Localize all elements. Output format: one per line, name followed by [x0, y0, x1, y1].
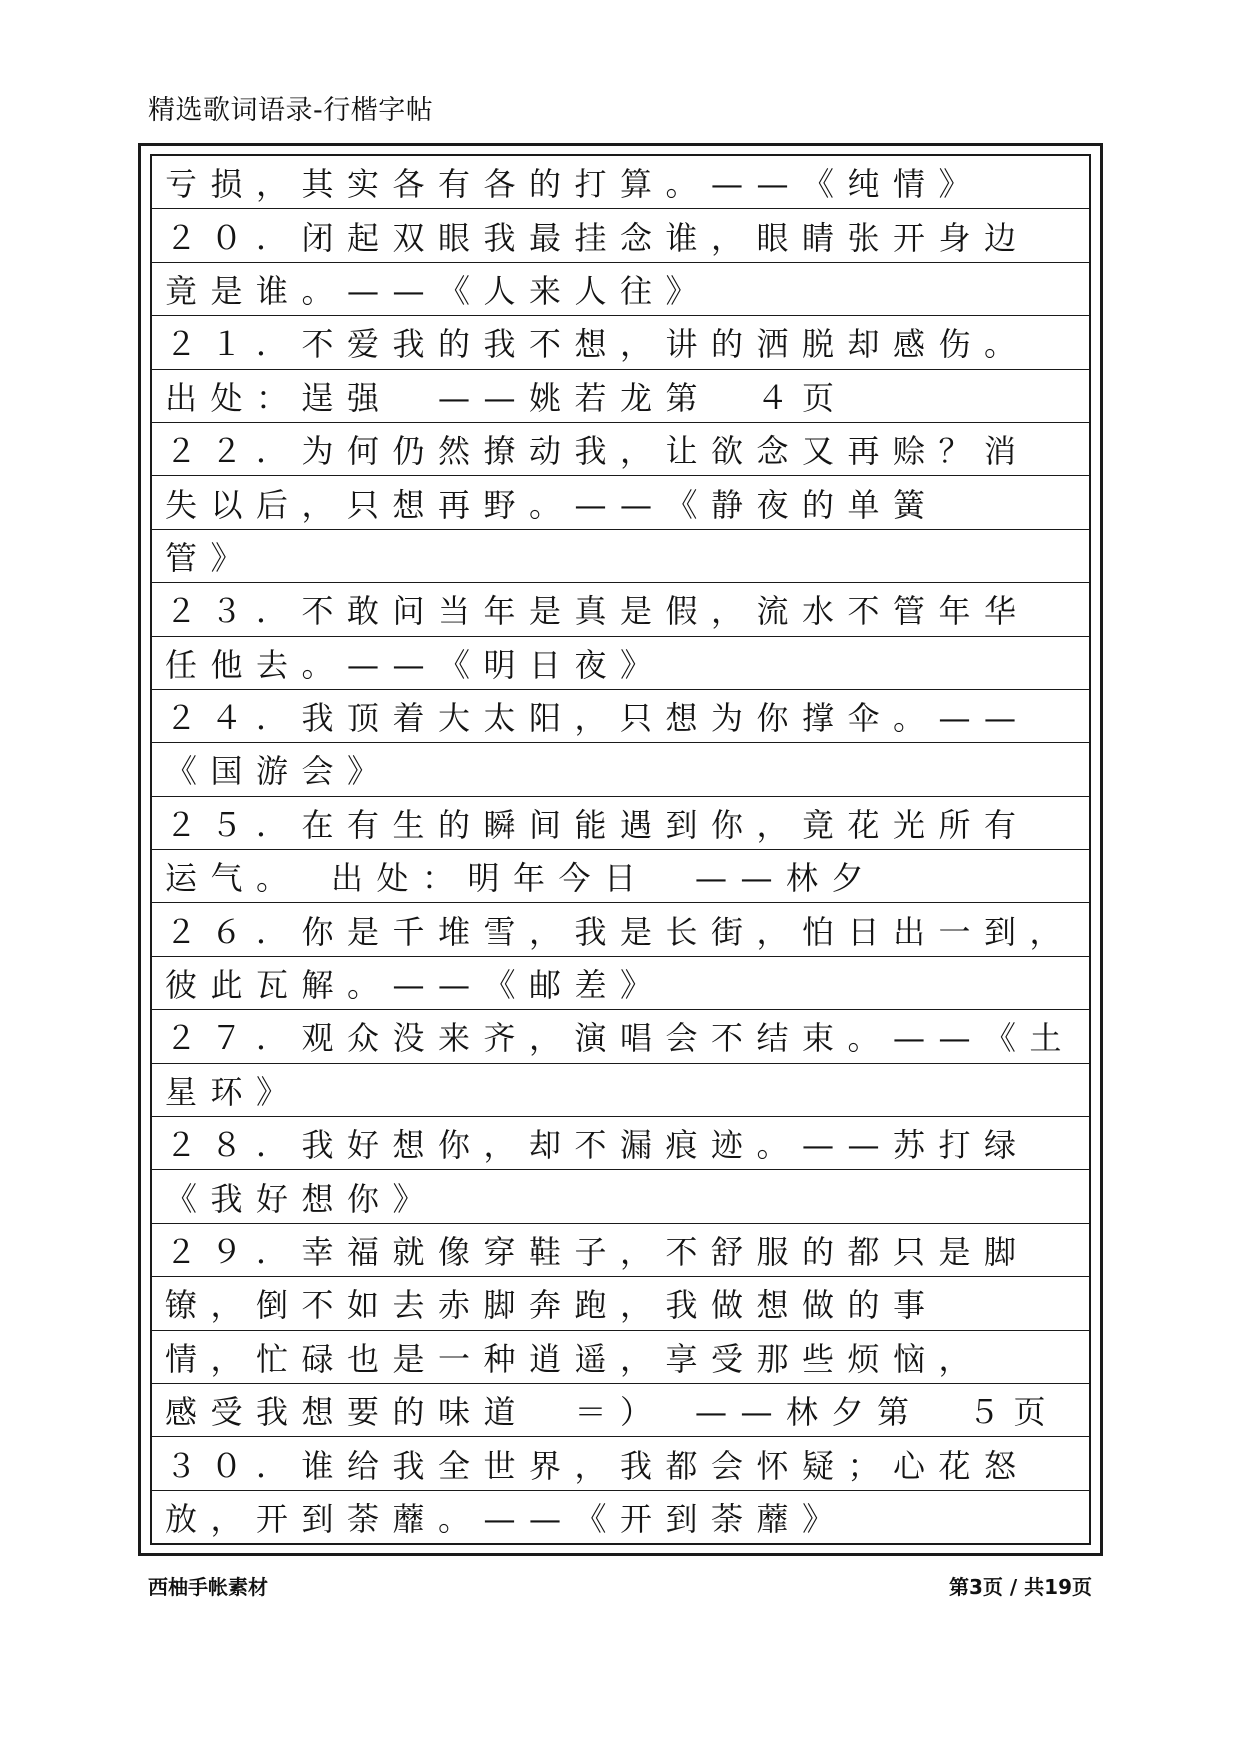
practice-row — [152, 423, 1089, 476]
lyric-line: ２２．为何仍然撩动我，让欲念又再赊？消 — [165, 432, 1030, 471]
lyric-line: 管》 — [165, 538, 257, 577]
lyric-line: ３０．谁给我全世界，我都会怀疑；心花怒 — [165, 1446, 1030, 1485]
lyric-line: 《我好想你》 — [165, 1179, 439, 1218]
practice-row — [152, 530, 1089, 583]
practice-row — [152, 1437, 1089, 1490]
practice-row — [152, 156, 1089, 209]
practice-row — [152, 1170, 1089, 1223]
practice-row — [152, 370, 1089, 423]
lyric-line: ２１．不爱我的我不想，讲的洒脱却感伤。 — [165, 325, 1030, 364]
practice-row — [152, 1331, 1089, 1384]
practice-row — [152, 850, 1089, 903]
lyric-line: 情，忙碌也是一种逍遥，享受那些烦恼， — [165, 1339, 985, 1378]
practice-row — [152, 316, 1089, 369]
lyric-line: 感受我想要的味道 ＝） ——林夕第 ５页 — [165, 1393, 1060, 1432]
practice-sheet-grid — [150, 154, 1091, 1545]
lyric-line: ２５．在有生的瞬间能遇到你，竟花光所有 — [165, 805, 1030, 844]
practice-row — [152, 743, 1089, 796]
lyric-line: 《国游会》 — [165, 752, 393, 791]
lyric-line: ２８．我好想你，却不漏痕迹。——苏打绿 — [165, 1126, 1030, 1165]
lyric-line: 任他去。——《明日夜》 — [165, 645, 666, 684]
document-title: 精选歌词语录-行楷字帖 — [148, 95, 434, 126]
lyric-line: 出处：逞强 ——姚若龙第 ４页 — [165, 378, 848, 417]
lyric-line: 星环》 — [165, 1072, 302, 1111]
practice-row — [152, 209, 1089, 262]
lyric-line: ２７．观众没来齐，演唱会不结束。——《土 — [165, 1019, 1076, 1058]
lyric-line: ２６．你是千堆雪，我是长街，怕日出一到， — [165, 912, 1076, 951]
practice-row — [152, 637, 1089, 690]
page-number: 第3页 / 共19页 — [949, 1575, 1092, 1599]
lyric-line: ２３．不敢问当年是真是假，流水不管年华 — [165, 592, 1030, 631]
practice-row — [152, 1224, 1089, 1277]
practice-row — [152, 476, 1089, 529]
lyric-line: 亏损，其实各有各的打算。——《纯情》 — [165, 165, 985, 204]
lyric-line: 放，开到荼蘼。——《开到荼蘼》 — [165, 1499, 848, 1538]
practice-row — [152, 690, 1089, 743]
lyric-line: 运气。 出处：明年今日 ——林夕 — [165, 859, 878, 898]
practice-row — [152, 797, 1089, 850]
lyric-line: 失以后，只想再野。——《静夜的单簧 — [165, 485, 939, 524]
practice-row — [152, 263, 1089, 316]
lyric-line: 彼此瓦解。——《邮差》 — [165, 966, 666, 1005]
lyric-line: 竟是谁。——《人来人往》 — [165, 271, 712, 310]
practice-row — [152, 957, 1089, 1010]
practice-row — [152, 1064, 1089, 1117]
lyric-line: ２０．闭起双眼我最挂念谁，眼睛张开身边 — [165, 218, 1030, 257]
practice-row — [152, 1117, 1089, 1170]
practice-row — [152, 1010, 1089, 1063]
practice-row — [152, 903, 1089, 956]
lyric-line: ２９．幸福就像穿鞋子，不舒服的都只是脚 — [165, 1233, 1030, 1271]
practice-row — [152, 1491, 1089, 1543]
practice-row — [152, 1384, 1089, 1437]
lyric-line: ２４．我顶着大太阳，只想为你撑伞。—— — [165, 699, 1030, 738]
footer-source: 西柚手帐素材 — [148, 1575, 268, 1599]
lyric-line: 镣，倒不如去赤脚奔跑，我做想做的事 — [165, 1286, 939, 1325]
practice-row — [152, 1277, 1089, 1330]
practice-row — [152, 583, 1089, 636]
